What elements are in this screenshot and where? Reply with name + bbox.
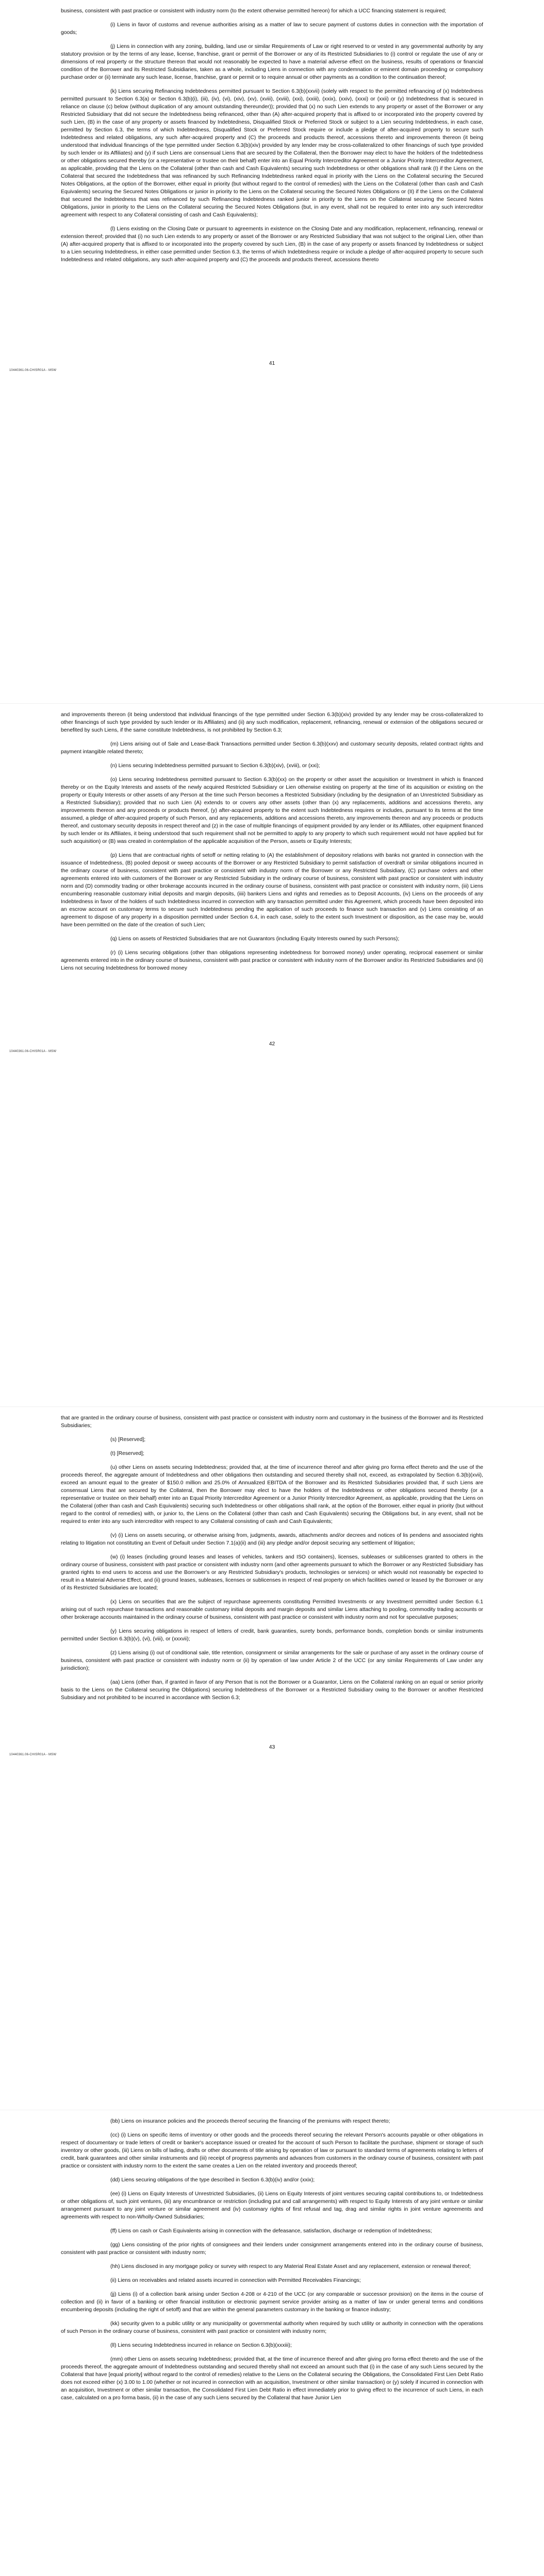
paragraph: (w) (i) leases (including ground leases and leases of vehicles, tankers and ISO containers), licenses, subleases or sublicenses granted to others in the ordinary course of business, consistent with past practice or consistent with industry norm (and other agreements pursuant to which the Borrower or any Restricted Subsidiary has granted rights to end users to access and use the Borrower's or any Restricted Subsidiary's products, technologies or services) or which would not reasonably be expected to result in a Material Adverse Effect, and (ii) ground leases, subleases, licenses or sublicenses in respect of real property on which facilities owned or leased by the Borrower or any of its Restricted Subsidiaries are located;: [61, 1554, 483, 1591]
paragraph: (s) [Reserved];: [110, 1437, 146, 1443]
paragraph: (t) [Reserved];: [110, 1451, 144, 1456]
page-44: [0, 2110, 544, 2576]
footer-doc-id: 10440361.06-CHISR01A - MSW: [9, 1050, 57, 1053]
paragraph: (x) Liens on securities that are the subject of repurchase agreements constituting Permitted Investments or any Investment permitted under Section 6.1 arising out of such repurchase transactions and reasonable customary initial deposits and margin deposits and similar Liens attaching to pooling, commodity trading accounts or other brokerage accounts maintained in the ordinary course of business, consistent with past practice or consistent with industry norm and not for speculative purposes;: [61, 1599, 483, 1620]
page-43: [0, 1406, 544, 2110]
paragraph: (o) Liens securing Indebtedness permitted pursuant to Section 6.3(b)(xx) on the property or other asset the acquisition or Investment in which is financed thereby or on the Equity Interests and assets of the newly acquired Restricted Subsidiary or Lien otherwise existing on property at the time of its acquisition or existing on the property or Equity Interests or other assets of any Person at the time such Person becomes a Restricted Subsidiary (including by the designation of an Unrestricted Subsidiary as a Restricted Subsidiary); provided that no such Lien (A) extends to or covers any other assets (other than (x) any replacements, additions and accessions thereto, any improvements thereon and any proceeds or products thereof, (y) after-acquired property to the extent such Indebtedness requires or includes, pursuant to its terms at the time assumed, a pledge of after-acquired property of such Person, and any replacements, additions and accessions thereto, any improvements thereon and any proceeds or products thereof, and customary security deposits in respect thereof and (z) in the case of multiple financings of equipment provided by any lender or its Affiliates, other equipment financed by such lender or its Affiliates, it being understood that such requirement shall not be permitted to apply to any property to which such requirement would not have applied but for such acquisition) or (B) was created in contemplation of the applicable acquisition of the Person, assets or Equity Interests;: [61, 777, 483, 844]
paragraph: and improvements thereon (it being understood that individual financings of the type permitted under Section 6.3(b)(xiv) provided by any lender may be cross-collateralized to other financings of such type provided by such lender or its Affiliates) and (ii) any such modification, replacement, refinancing, renewal or extension of the obligations secured or benefited by such Liens, if the same constitute Indebtedness, is not prohibited by Section 6.3;: [61, 712, 483, 733]
footer-doc-id: 10440361.06-CHISR01A - MSW: [9, 369, 57, 372]
paragraph: (i) Liens in favor of customs and revenue authorities arising as a matter of law to secure payment of customs duties in connection with the importation of goods;: [61, 22, 483, 36]
paragraph: (mm) other Liens on assets securing Indebtedness; provided that, at the time of incurrence thereof and after giving pro forma effect thereto and the use of the proceeds thereof, the aggregate amount of Indebtedness outstanding and secured thereby shall not exceed an amount such that (i) in the case of any such Liens secured by the Collateral that have [equal priority] without regard to the control of remedies) relative to the Liens on the Collateral securing the Obligations, the Consolidated First Lien Debt Ratio does not exceed either (x) 3.00 to 1.00 (whether or not incurred in connection with an acquisition, Investment or other similar transaction) or (y) solely if incurred in connection with an acquisition, Investment or other similar transaction, the Consolidated First Lien Debt Ratio in effect immediately prior to giving effect to the incurrence of such Liens, in each case, calculated on a pro forma basis, (ii) in the case of any such Liens secured by the Collateral that have Junior Lien: [61, 2357, 483, 2401]
paragraph: (n) Liens securing Indebtedness permitted pursuant to Section 6.3(b)(xiv), (xviii), or (xxi);: [110, 763, 320, 769]
page-number: 41: [269, 361, 275, 366]
paragraph: (r) (i) Liens securing obligations (other than obligations representing indebtedness for borrowed money) under operating, reciprocal easement or similar agreements entered into in the ordinary course of business, consistent with past practice or consistent with industry norm of the Borrower and/or its Restricted Subsidiaries and (ii) Liens not securing Indebtedness for borrowed money: [61, 950, 483, 971]
paragraph: (z) Liens arising (i) out of conditional sale, title retention, consignment or similar arrangements for the sale or purchase of any asset in the ordinary course of business, consistent with past practice or consistent with industry norm or (ii) by operation of law under Article 2 of the UCC (or any similar Requirements of Law under any jurisdiction);: [61, 1650, 483, 1671]
paragraph: (cc) (i) Liens on specific items of inventory or other goods and the proceeds thereof securing the relevant Person's accounts payable or other obligations in respect of documentary or trade letters of credit or banker's acceptance issued or created for the account of such Person to facilitate the purchase, shipment or storage of such inventory or other goods, (iii) Liens on bills of lading, drafts or other documents of title arising by operation of law or pursuant to standard terms of agreements relating to letters of credit, bank guarantees and other similar instruments and (iii) receipt of progress payments and advances from customers in the ordinary course of business, consistent with past practice or consistent with industry norm to the extent the same creates a Lien on the related inventory and proceeds thereof;: [61, 2132, 483, 2169]
page-number: 42: [269, 1041, 275, 1047]
paragraph: (q) Liens on assets of Restricted Subsidiaries that are not Guarantors (including Equity Interests owned by such Persons);: [110, 936, 400, 942]
paragraph: (v) (i) Liens on assets securing, or otherwise arising from, judgments, awards, attachments and/or decrees and notices of lis pendens and associated rights relating to litigation not constituting an Event of Default under Section 7.1(a)(ii) and (iii) any pledge and/or deposit securing any settlement of litigation;: [61, 1533, 483, 1546]
paragraph: (u) other Liens on assets securing Indebtedness; provided that, at the time of incurrence thereof and after giving pro forma effect thereto and the use of the proceeds thereof, the aggregate amount of Indebtedness and other obligations then outstanding and secured thereby shall not, exceed, as extrapolated by Section 6.3(b)(xvii), exceed an amount equal to the greater of $150.0 million and 25.0% of Annualized EBITDA of the Borrower and its Restricted Subsidiaries provided that, if such Liens are consensual Liens that are secured by the Collateral, then the Borrower may elect to have the holders of the Indebtedness or other obligations secured thereby (or a representative or trustee on their behalf) enter into an Equal Priority Intercreditor Agreement or a Junior Priority Intercreditor Agreement, as applicable, providing that the Liens on the Collateral (other than cash and Cash Equivalents) securing such Indebtedness or other obligations shall rank, at the option of the Borrower, either equal in priority (but without regard to the control of remedies) with, or junior to, the Liens on the Collateral (other than cash and Cash Equivalents) securing the Obligations but, in any event, shall not be required to enter into any such intercreditor with respect to any Collateral consisting of cash and Cash Equivalents;: [61, 1465, 483, 1524]
paragraph: (ee) (i) Liens on Equity Interests of Unrestricted Subsidiaries, (ii) Liens on Equity Interests of joint ventures securing capital contributions to, or Indebtedness or other obligations of, such joint ventures, (iii) any encumbrance or restriction (including put and call arrangements) with respect to Equity Interests of any joint venture or similar arrangement pursuant to any joint venture or similar agreement and (iv) customary rights of first refusal and tag, drag and similar rights in joint venture agreements and agreements with respect to non-Wholly-Owned Subsidiaries;: [61, 2191, 483, 2220]
paragraph: (y) Liens securing obligations in respect of letters of credit, bank guaranties, surety bonds, performance bonds, completion bonds or similar instruments permitted under Section 6.3(b)(v), (vi), (viii), or (xxxvii);: [61, 1629, 483, 1642]
paragraph: (gg) Liens consisting of the prior rights of consignees and their lenders under consignment arrangements entered into in the ordinary course of business, consistent with past practice or consistent with industry norm;: [61, 2242, 483, 2256]
page-number: 43: [269, 1744, 275, 1750]
paragraph: (bb) Liens on insurance policies and the proceeds thereof securing the financing of the premiums with respect thereto;: [110, 2119, 390, 2124]
paragraph: (ll) Liens securing Indebtedness incurred in reliance on Section 6.3(b)(xxxiii);: [110, 2343, 292, 2348]
paragraph: (dd) Liens securing obligations of the type described in Section 6.3(b)(iv) and/or (xxix);: [110, 2177, 315, 2183]
paragraph: (p) Liens that are contractual rights of setoff or netting relating to (A) the establishment of depository relations with banks not granted in connection with the issuance of Indebtedness, (B) pooled deposit or sweep accounts of the Borrower or any Restricted Subsidiary to permit satisfaction of overdraft or similar obligations incurred in the ordinary course of business, consistent with past practice or consistent with industry norm of the Borrower or any Restricted Subsidiary, (C) purchase orders and other agreements entered into with customers of the Borrower or any Restricted Subsidiary in the ordinary course of business, consistent with past practice or consistent with industry norm and (D) commodity trading or other brokerage accounts incurred in the ordinary course of business, consistent with past practice or consistent with industry norm, (iii) Liens encumbering reasonable customary initial deposits and margin deposits, (iiii) bankers Liens and rights and remedies as to Deposit Accounts, (iv) Liens on the proceeds of any Indebtedness in favor of the holders of such Indebtedness incurred in connection with any transaction permitted under this Agreement, which proceeds have been deposited into an escrow account on customary terms to secure such Indebtedness pending the application of such proceeds to finance such transaction and (v) Liens consisting of an agreement to dispose of any property in a disposition permitted under Section 6.4, in each case, solely to the extent such Investment or disposition, as the case may be, would have been permitted on the date of the creation of such Lien;: [61, 853, 483, 928]
page-42: [0, 703, 544, 1406]
paragraph: that are granted in the ordinary course of business, consistent with past practice or consistent with industry norm and customary in the business of the Borrower and its Restricted Subsidiaries;: [61, 1415, 483, 1429]
paragraph: business, consistent with past practice or consistent with industry norm (to the extent otherwise permitted hereon) for which a UCC financing statement is required;: [61, 8, 447, 14]
paragraph: (kk) security given to a public utility or any municipality or governmental authority when required by such utility or authority in connection with the operations of such Person in the ordinary course of business, consistent with past practice or consistent with industry norm;: [61, 2321, 483, 2334]
paragraph: (jj) Liens (i) of a collection bank arising under Section 4-208 or 4-210 of the UCC (or any comparable or successor provision) on the items in the course of collection and (ii) in favor of a banking or other financial institution or electronic payment service provider arising as a matter of law or under general terms and conditions encumbering deposits (including the right of setoff) and that are within the general parameters customary in the banking or finance industry;: [61, 2292, 483, 2313]
paragraph: (k) Liens securing Refinancing Indebtedness permitted pursuant to Section 6.3(b)(xxvii) (solely with respect to the permitted refinancing of (x) Indebtedness permitted pursuant to Section 6.3(a) or Section 6.3(b)(i), (iii), (iv), (vi), (xiv), (xv), (xviii), (xviii), (xxi), (xxiii), (xxix), (xxiv), (xxxi) or (xxii) or (y) Indebtedness that is secured in reliance on clause (c) below (without duplication of any amount outstanding thereunder)); provided that (x) no such Lien extends to any property or asset of the Borrower or any Restricted Subsidiary that did not secure the Indebtedness being refinanced, other than (A) after-acquired property that is affixed to or incorporated into the property covered by such Lien, (B) in the case of any property or assets financed by Indebtedness, Disqualified Stock or Preferred Stock or subject to a Lien securing Indebtedness, in each case, permitted by Section 6.3, the terms of which Indebtedness, Disqualified Stock or Preferred Stock require or include a pledge of after-acquired property to secure such Indebtedness and related obligations, any such after-acquired property and (C) the proceeds and products thereof, accessions thereto and improvements thereon (it being understood that individual financings of the type permitted under Section 6.3(b)(xiv) provided by any lender may be cross-collateralized to other financings of such type provided by such lender or its Affiliates) and (y) if such Liens are consensual Liens that are secured by the Collateral, then the Borrower may elect to have the holders of the Indebtedness or other obligations secured thereby (or a representative or trustee on their behalf) enter into an Equal Priority Intercreditor Agreement or a Junior Priority Intercreditor Agreement, as applicable, providing that the Liens on the Collateral (other than cash and Cash Equivalents) securing such Indebtedness or other obligations shall rank (I) if the Liens on the Collateral that secured the Indebtedness that was refinanced by such Refinancing Indebtedness ranked equal in priority with the Liens on the Collateral securing the Secured Notes Obligations, at the option of the Borrower, either equal in priority (but without regard to the control of remedies) with the Liens on the Collateral (other than cash and Cash Equivalents) securing the Secured Notes Obligations or junior in priority to the Liens on the Collateral securing the Secured Notes Obligations or (II) if the Liens on the Collateral that secured the Indebtedness that was refinanced by such Refinancing Indebtedness ranked junior in priority to the Liens on the Collateral securing the Secured Notes Obligations, junior in priority to the Liens on the Collateral securing the Secured Notes Obligations (but, in any event, shall not be required to enter into any such intercreditor agreement with respect to any Collateral consisting of cash and Cash Equivalents);: [61, 89, 483, 218]
paragraph: (ff) Liens on cash or Cash Equivalents arising in connection with the defeasance, satisfaction, discharge or redemption of Indebtedness;: [110, 2228, 432, 2234]
footer-doc-id: 10440361.06-CHISR01A - MSW: [9, 1753, 57, 1756]
paragraph: (hh) Liens disclosed in any mortgage policy or survey with respect to any Material Real Estate Asset and any replacement, extension or renewal thereof;: [110, 2264, 471, 2269]
paragraph: (aa) Liens (other than, if granted in favor of any Person that is not the Borrower or a Guarantor, Liens on the Collateral ranking on an equal or senior priority basis to the Liens on the Collateral securing the Obligations) securing Indebtedness of the Borrower or a Restricted Subsidiary owing to the Borrower or another Restricted Subsidiary and not prohibited to be incurred in accordance with Section 6.3;: [61, 1680, 483, 1701]
paragraph: (m) Liens arising out of Sale and Lease-Back Transactions permitted under Section 6.3(b)(xxv) and customary security deposits, related contract rights and payment intangible related thereto;: [61, 741, 483, 755]
page-41: [0, 0, 544, 703]
paragraph: (ii) Liens on receivables and related assets incurred in connection with Permitted Receivables Financings;: [110, 2278, 361, 2283]
paragraph: (j) Liens in connection with any zoning, building, land use or similar Requirements of Law or right reserved to or vested in any governmental authority by any statutory provision or by the terms of any lease, license, franchise, grant or permit of the Borrower or any of its Restricted Subsidiaries to (i) control or regulate the use of any or dimensions of real property or the structure thereon that would not reasonably be expected to have a material adverse effect on the business, results of operations or financial condition of the Borrower and its Restricted Subsidiaries, taken as a whole, including Liens in connection with any condemnation or eminent domain proceeding or compulsory purchase order or (ii) terminate any such lease, license, franchise, grant or permit or to require annual or other payments as a condition to the continuation thereof;: [61, 44, 483, 80]
paragraph: (l) Liens existing on the Closing Date or pursuant to agreements in existence on the Closing Date and any modification, replacement, refinancing, renewal or extension thereof; provided that (i) no such Lien extends to any property or asset of the Borrower or any Restricted Subsidiary that was not subject to the original Lien, other than (A) after-acquired property that is affixed to or incorporated into the property covered by such Lien, (B) in the case of any property or assets financed by Indebtedness or subject to a Lien securing Indebtedness, in either case permitted under Section 6.3, the terms of which Indebtedness require or include a pledge of after-acquired property to secure such Indebtedness and related obligations, any such after-acquired property and (C) the proceeds and products thereof, accessions thereto: [61, 226, 483, 263]
